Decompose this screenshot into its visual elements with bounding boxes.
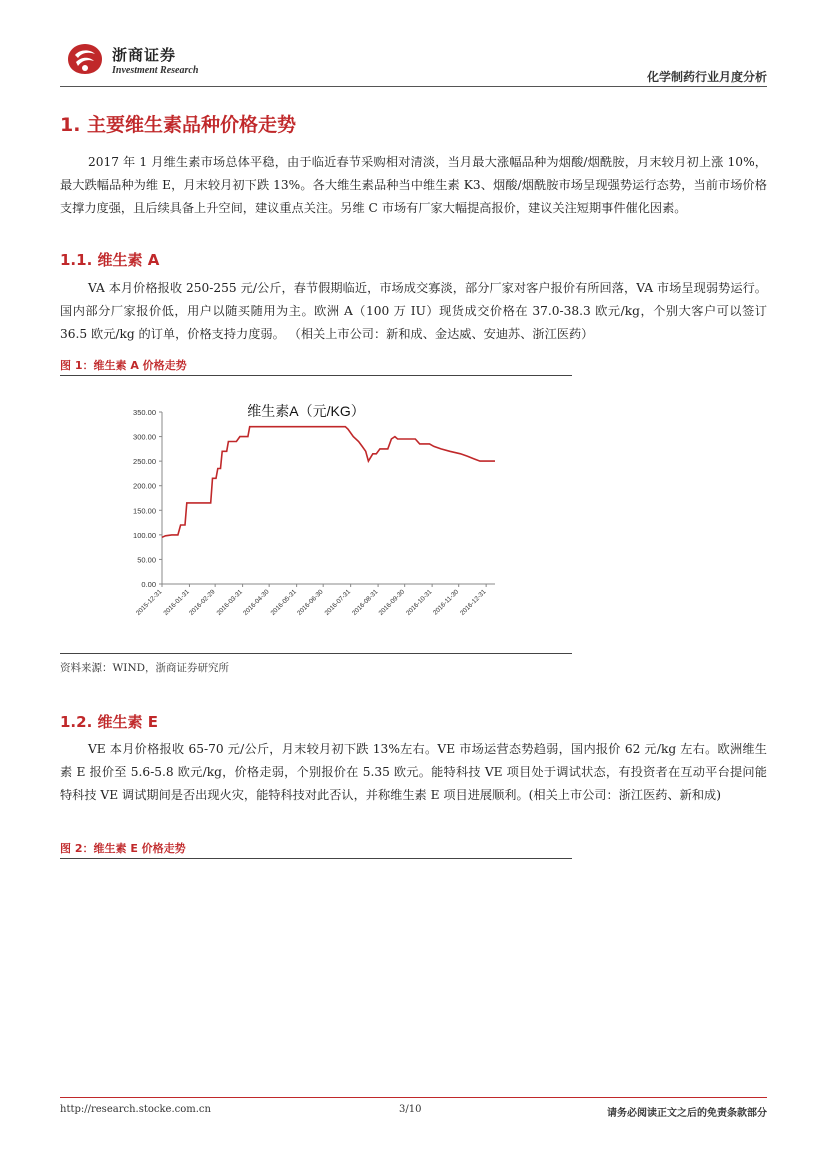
y-tick-label: 250.00 [133, 457, 156, 467]
figure-2-top-rule [60, 858, 572, 859]
figure-1-top-rule [60, 375, 572, 376]
intro-paragraph: 2017 年 1 月维生素市场总体平稳，由于临近春节采购相对清淡，当月最大涨幅品种为烟酸/烟酰胺，月末较月初上涨 10%，最大跌幅品种为维 E，月末较月初下跌 13%。各大维生素品种当中维生素 K3、烟酸/烟酰胺市场呈现强势运行态势，当前市场价格支撑力度强，且后续具备上升空间，建议重点关注。另维 C 市场有厂家大幅提高报价，建议关注短期事件催化因素。 [60, 155, 767, 215]
x-tick-label: 2016-09-30 [377, 588, 407, 617]
chart-title: 维生素A（元/KG） [247, 403, 365, 419]
x-tick-label: 2016-02-29 [188, 588, 217, 617]
y-tick-label: 300.00 [133, 432, 156, 442]
y-axis [133, 408, 162, 589]
footer-divider [60, 1097, 767, 1098]
subsection-title-ve: 1.2. 维生素 E [60, 713, 158, 731]
footer-disclaimer: 请务必阅读正文之后的免责条款部分 [607, 1108, 767, 1119]
footer-url[interactable]: http://research.stocke.com.cn [60, 1104, 211, 1115]
x-tick-label: 2015-12-31 [134, 588, 164, 617]
figure-2-title: 图 2：维生素 E 价格走势 [60, 842, 186, 855]
series-line-group [162, 427, 495, 538]
va-price-chart [110, 382, 510, 647]
y-tick-label: 100.00 [133, 530, 156, 540]
ve-paragraph: VE 本月价格报收 65-70 元/公斤，月末较月初下跌 13%左右。VE 市场运营态势趋弱，国内报价 62 元/kg 左右。欧洲维生素 E 报价至 5.6-5.8 欧元/kg，价格走弱，个别报价在 5.35 欧元。能特科技 VE 项目处于调试状态，有投资者在互动平台提问能特科技 VE 调试期间是否出现火灾，能特科技对此否认，并称维生素 E 项目进展顺利。(相关上市公司：浙江医药、新和成) [60, 742, 767, 802]
x-tick-label: 2016-12-31 [459, 588, 488, 617]
logo-icon [66, 42, 104, 76]
x-tick-label: 2016-04-30 [242, 588, 271, 617]
x-tick-label: 2016-05-31 [269, 588, 299, 617]
x-tick-label: 2016-03-31 [215, 588, 245, 617]
x-tick-label: 2016-08-31 [351, 588, 380, 617]
page-number: 3/10 [399, 1104, 422, 1115]
x-tick-label: 2016-06-30 [296, 588, 325, 617]
va-paragraph: VA 本月价格报收 250-255 元/公斤，春节假期临近，市场成交寡淡，部分厂家对客户报价有所回落，VA 市场呈现弱势运行。国内部分厂家报价低，用户以随买随用为主。欧洲 A（100 万 IU）现货成交价格在 37.0-38.3 欧元/kg，个别大客户可以签订 36.5 欧元/kg 的订单，价格支持力度弱。 （相关上市公司：新和成、金达威、安迪苏、浙江医药） [60, 281, 767, 341]
x-tick-label: 2016-07-31 [323, 588, 353, 617]
subsection-title-va: 1.1. 维生素 A [60, 251, 160, 269]
figure-1-title: 图 1：维生素 A 价格走势 [60, 359, 187, 372]
y-tick-label: 150.00 [133, 506, 156, 516]
brand-subtitle: Investment Research [112, 65, 199, 76]
brand-name: 浙商证券 [112, 46, 177, 64]
y-tick-label: 200.00 [133, 481, 156, 491]
section-title: 1. 主要维生素品种价格走势 [60, 114, 297, 136]
x-tick-label: 2016-01-31 [162, 588, 191, 617]
y-tick-label: 0.00 [141, 580, 156, 589]
figure-1-bottom-rule [60, 653, 572, 654]
report-type: 化学制药行业月度分析 [646, 70, 767, 84]
figure-1-source: 资料来源：WIND，浙商证券研究所 [60, 662, 230, 674]
x-axis [135, 584, 495, 617]
y-tick-label: 350.00 [133, 408, 156, 417]
header-divider [60, 86, 767, 87]
x-tick-label: 2016-10-31 [405, 588, 434, 617]
y-tick-label: 50.00 [137, 555, 156, 565]
x-tick-label: 2016-11-30 [431, 588, 461, 617]
series-line [162, 427, 495, 538]
